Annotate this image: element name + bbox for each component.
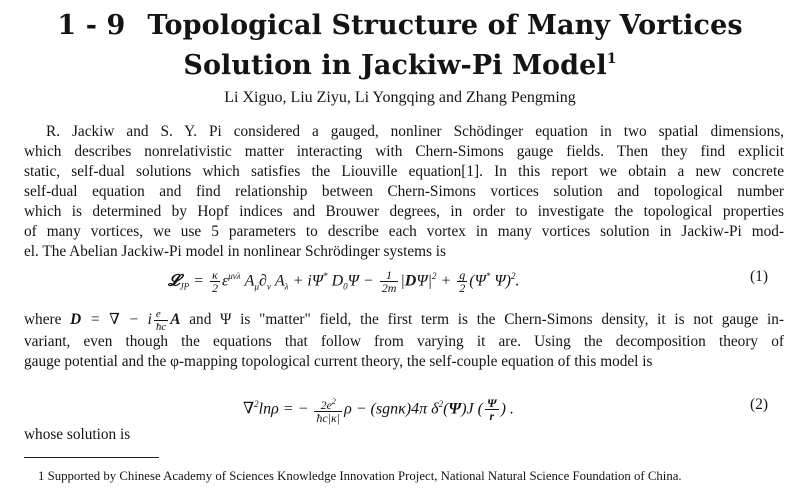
closing-line: whose solution is — [24, 426, 131, 443]
body-line-4: self-dual equation and find relationship between Chern-Simons vortices solution and topological number — [24, 183, 784, 200]
body-line-10: gauge potential and the φ-mapping topological current theory, the self-couple equation of this model is — [24, 353, 653, 370]
body-line-5: which is determined by Hopf indices and Brouwer degrees, in order to investigate the topological properties — [24, 203, 784, 220]
title-text-1: Topological Structure of Many Vortices — [147, 10, 743, 41]
body-line-9: variant, even though the equations that follow from varying it are. Using the decomposition theory of — [24, 333, 784, 350]
authors: Li Xiguo, Liu Ziyu, Li Yongqing and Zhang Pengming — [224, 89, 576, 106]
body-line-1: R. Jackiw and S. Y. Pi considered a gauged, nonliner Schödinger equation in two spatial dimensions, — [46, 123, 784, 140]
footnote: 1 Supported by Chinese Academy of Sciences Knowledge Innovation Project, National Natural Science Foundation of China. — [38, 469, 682, 483]
paper-title-line-1 — [0, 10, 800, 42]
body-line-6: of many vortices, we use 5 parameters to describe each vortex in many vortices solution in Jackiw-Pi mod- — [24, 223, 784, 240]
where-prefix: where — [24, 311, 62, 329]
equation-2-number: (2) — [750, 396, 769, 413]
d-operator-math: D = ∇ − i $\frac{e}{ħc}$ A — [70, 308, 181, 333]
equation-1-number: (1) — [750, 268, 769, 285]
body-line-3: static, self-dual solutions which satisfies the Liouville equation[1]. In this report we obtain a new concrete — [24, 163, 784, 180]
title-footnote-mark: 1 — [606, 51, 617, 67]
where-rest: and Ψ is "matter" field, the first term is the Chern-Simons density, it is not gauge in- — [189, 311, 785, 329]
equation-1: 𝓛$_{JP}$ = $\frac{\kappa}{2}$ $\varepsilon^{\mu\nu\lambda}$ $A_\mu\partial_\nu$ $A_\lambda + i\Psi^*$ $D_0\Psi$ − $\frac{1}{2m}$ $|D\Psi|^2$ + $\frac{g}{2}$ (Ψ* Ψ)$^2$. — [168, 268, 520, 296]
footnote-separator — [24, 457, 159, 458]
body-line-2: which describes nonrelativistic matter interacting with Chern-Simons gauge fields. Then they find explicit — [24, 143, 784, 160]
paper-title-line-2 — [0, 43, 800, 82]
title-text-2: Solution in Jackiw-Pi Model — [183, 50, 607, 81]
where-line — [24, 308, 784, 333]
section-number: 1 - 9 — [57, 10, 126, 41]
equation-2: ∇$^2$lnρ = − $\frac{2e^2}{ħc|\kappa|}$ ρ − (sgnκ)4π $\delta^2(\Psi)J$ ( $\frac{\Psi}{r}$ ) . — [243, 396, 514, 425]
body-line-7: el. The Abelian Jackiw-Pi model in nonlinear Schrödinger systems is — [24, 243, 447, 260]
